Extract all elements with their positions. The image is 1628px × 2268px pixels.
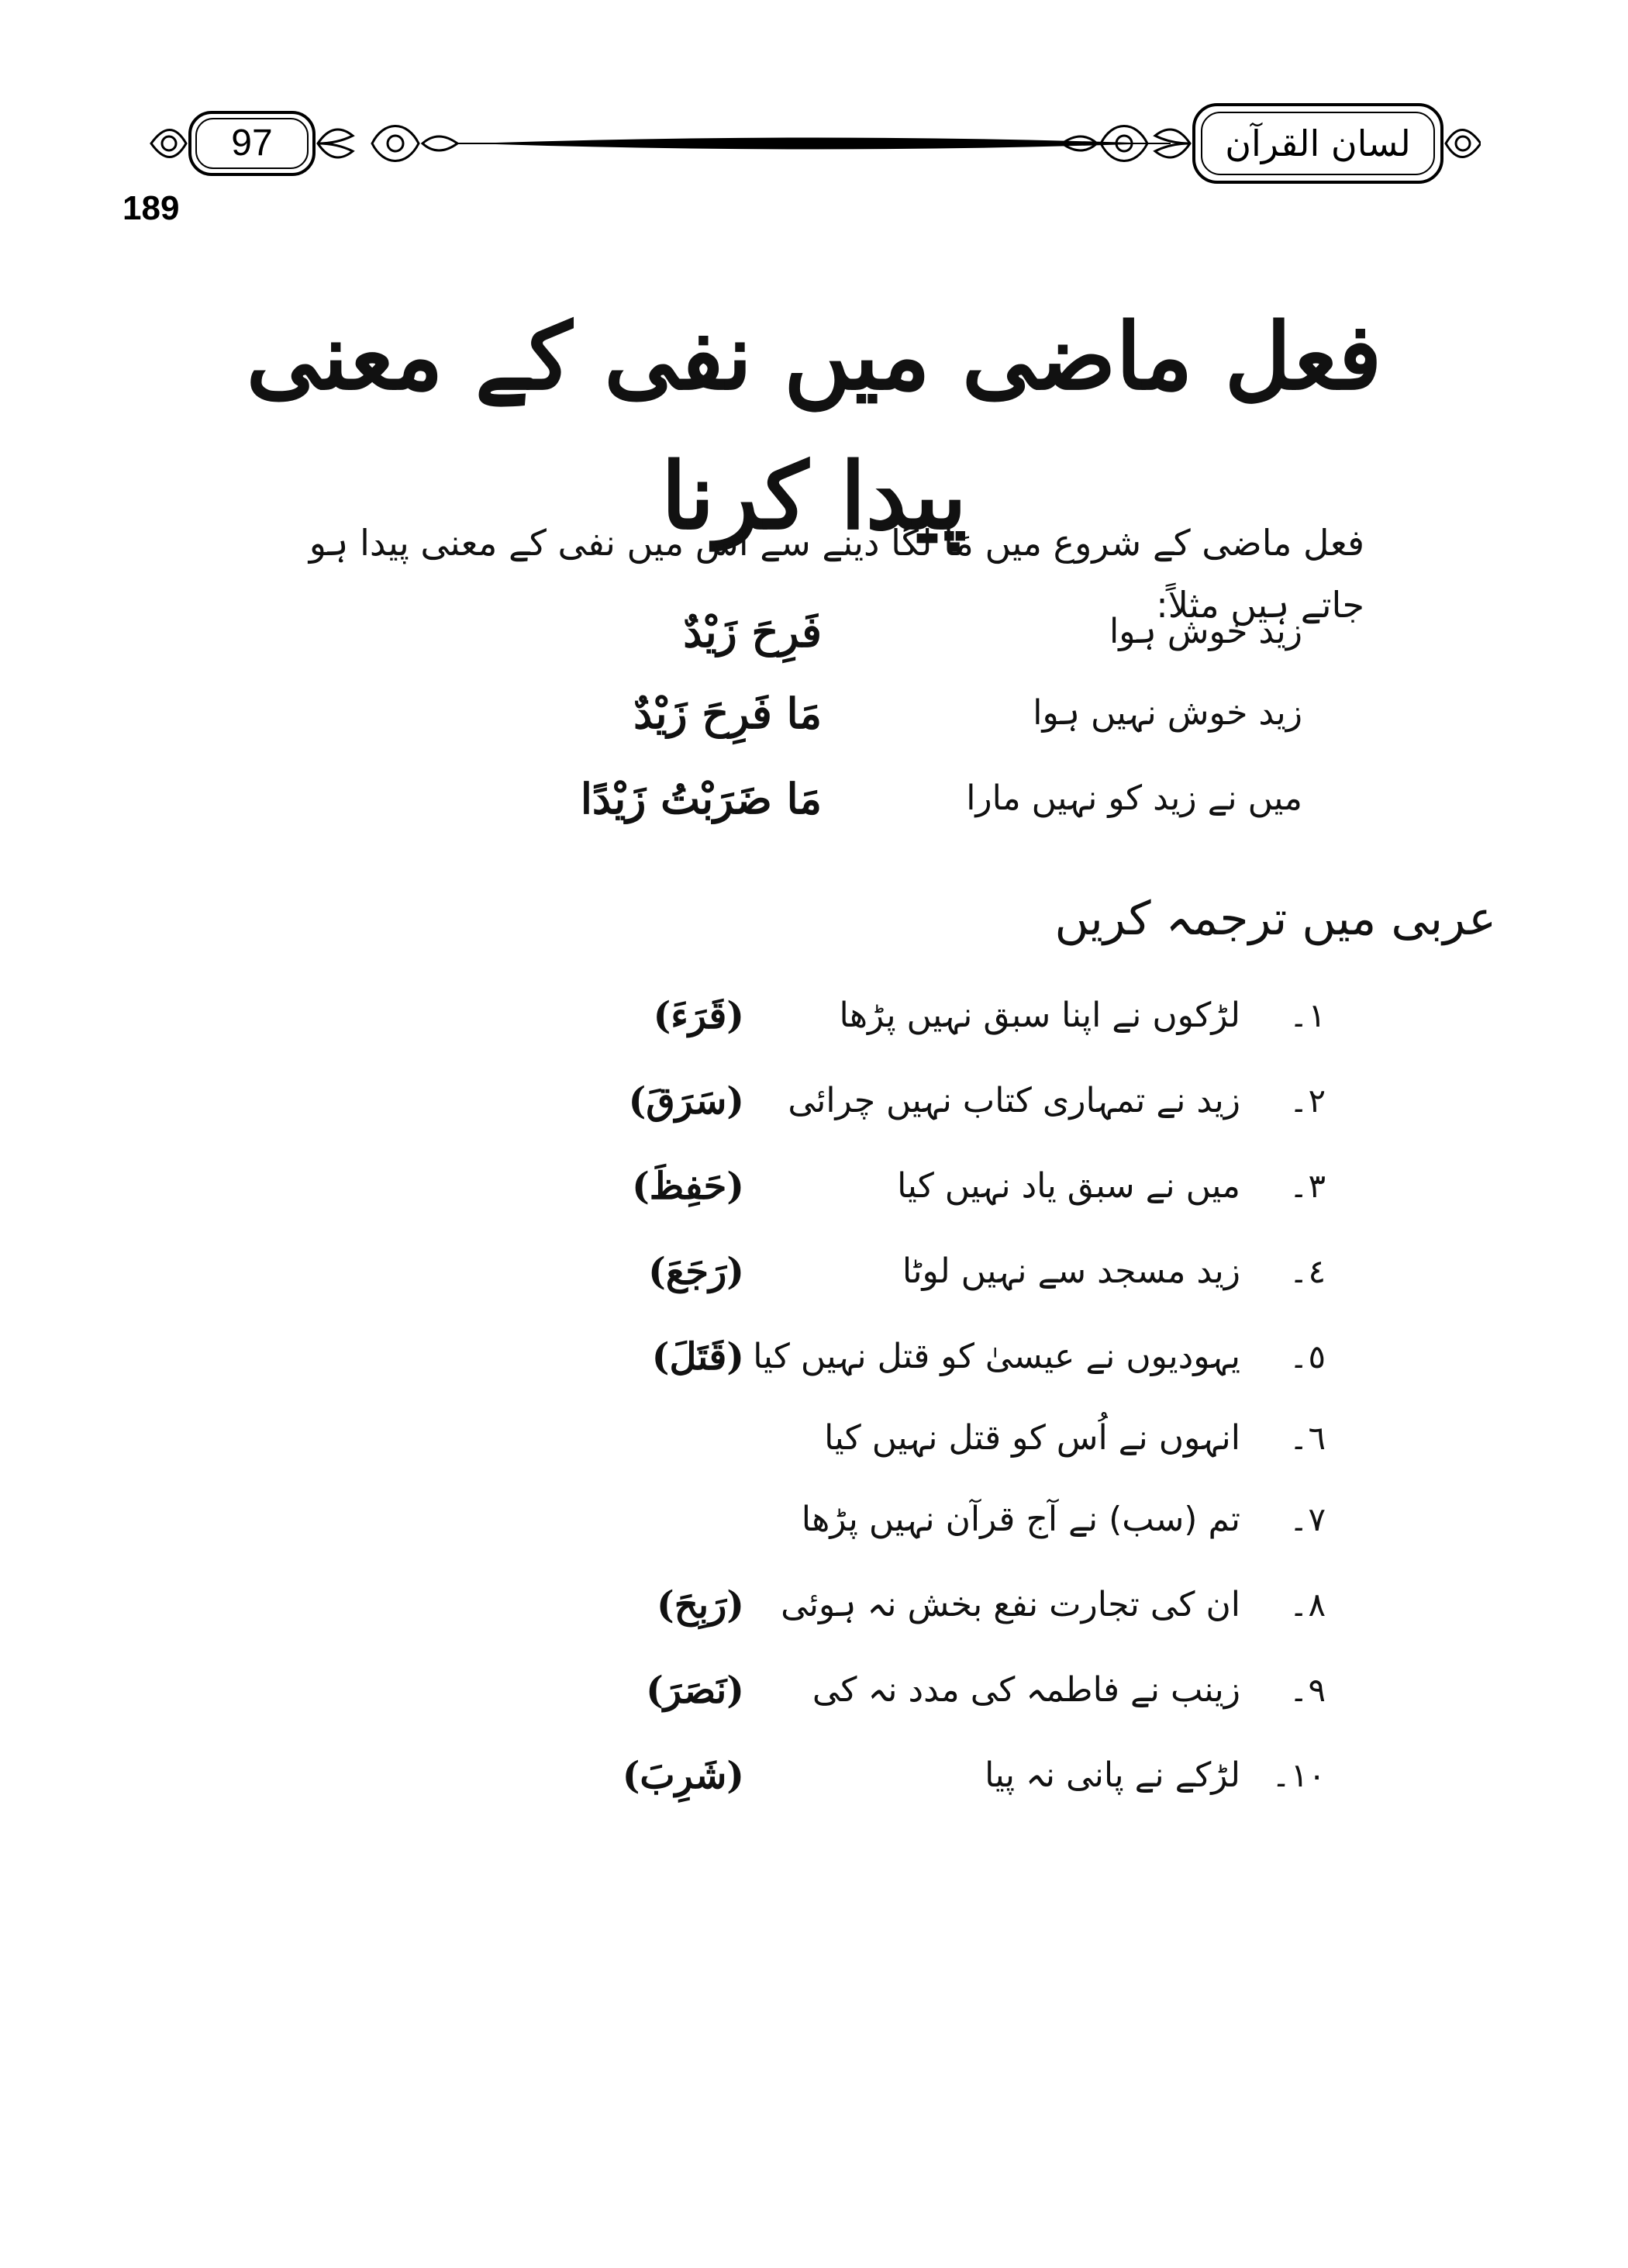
exercise-number: ٤۔	[1288, 1252, 1326, 1290]
exercise-sentence: زینب نے فاطمہ کی مدد نہ کی	[812, 1670, 1240, 1710]
exercise-number: ٢۔	[1288, 1082, 1326, 1120]
exercise-number: ٧۔	[1288, 1500, 1326, 1538]
exercise-number: ١٠۔	[1271, 1756, 1326, 1794]
exercise-sentence: میں نے سبق یاد نہیں کیا	[897, 1166, 1240, 1206]
example-urdu: زید خوش ہوا	[1109, 612, 1302, 651]
exercise-hint: (رَجَعَ)	[648, 1250, 744, 1293]
exercise-hint: (نَصَرَ)	[646, 1669, 744, 1712]
exercise-hint: (قَرَءَ)	[653, 994, 744, 1037]
exercise-hint: (قَتَلَ)	[651, 1335, 744, 1379]
exercise-sentence: لڑکوں نے اپنا سبق نہیں پڑھا	[839, 996, 1240, 1035]
example-arabic: مَا ضَرَبْتُ زَيْدًا	[580, 774, 822, 823]
example-urdu: میں نے زید کو نہیں مارا	[966, 778, 1302, 818]
page-title: فعل ماضی میں نفی کے معنی پیدا کرنا	[246, 302, 1382, 550]
exercise-hint: (رَبِحَ)	[657, 1583, 744, 1627]
exercise-number: ١۔	[1288, 996, 1326, 1034]
exercise-hint: (سَرَقَ)	[628, 1079, 744, 1123]
exercise-number: ٥۔	[1288, 1338, 1326, 1376]
exercise-sentence: ان کی تجارت نفع بخش نہ ہوئی	[781, 1585, 1240, 1624]
exercise-title: عربی میں ترجمہ کریں	[1054, 892, 1496, 946]
page-number: 97	[231, 123, 273, 164]
exercise-sentence: زید نے تمہاری کتاب نہیں چرائی	[788, 1081, 1240, 1120]
exercise-number: ٣۔	[1288, 1167, 1326, 1205]
exercise-sentence: تم (سب) نے آج قرآن نہیں پڑھا	[801, 1500, 1240, 1539]
page-reference: 189	[122, 189, 180, 227]
book-title: لسان القرآن	[1225, 123, 1411, 164]
intro-text: فعل ماضی کے شروع میں مَا لگا دینے سے اس میں نفی کے معنی پیدا ہو جاتے ہیں مثلاً:	[309, 522, 1364, 626]
exercise-number: ٩۔	[1288, 1671, 1326, 1709]
page-header	[147, 93, 1481, 194]
exercise-number: ٨۔	[1288, 1586, 1326, 1624]
exercise-sentence: زید مسجد سے نہیں لوٹا	[902, 1251, 1240, 1291]
exercise-sentence: انہوں نے اُس کو قتل نہیں کیا	[824, 1418, 1240, 1458]
example-arabic: مَا فَرِحَ زَيْدٌ	[633, 689, 822, 738]
example-arabic: فَرِحَ زَيْدٌ	[683, 607, 822, 657]
exercise-hint: (حَفِظَ)	[632, 1165, 744, 1208]
example-urdu: زید خوش نہیں ہوا	[1033, 693, 1302, 733]
exercise-sentence: یہودیوں نے عیسیٰ کو قتل نہیں کیا	[753, 1337, 1240, 1376]
exercise-sentence: لڑکے نے پانی نہ پیا	[985, 1755, 1240, 1795]
exercise-number: ٦۔	[1288, 1419, 1326, 1457]
exercise-hint: (شَرِبَ)	[622, 1754, 744, 1797]
